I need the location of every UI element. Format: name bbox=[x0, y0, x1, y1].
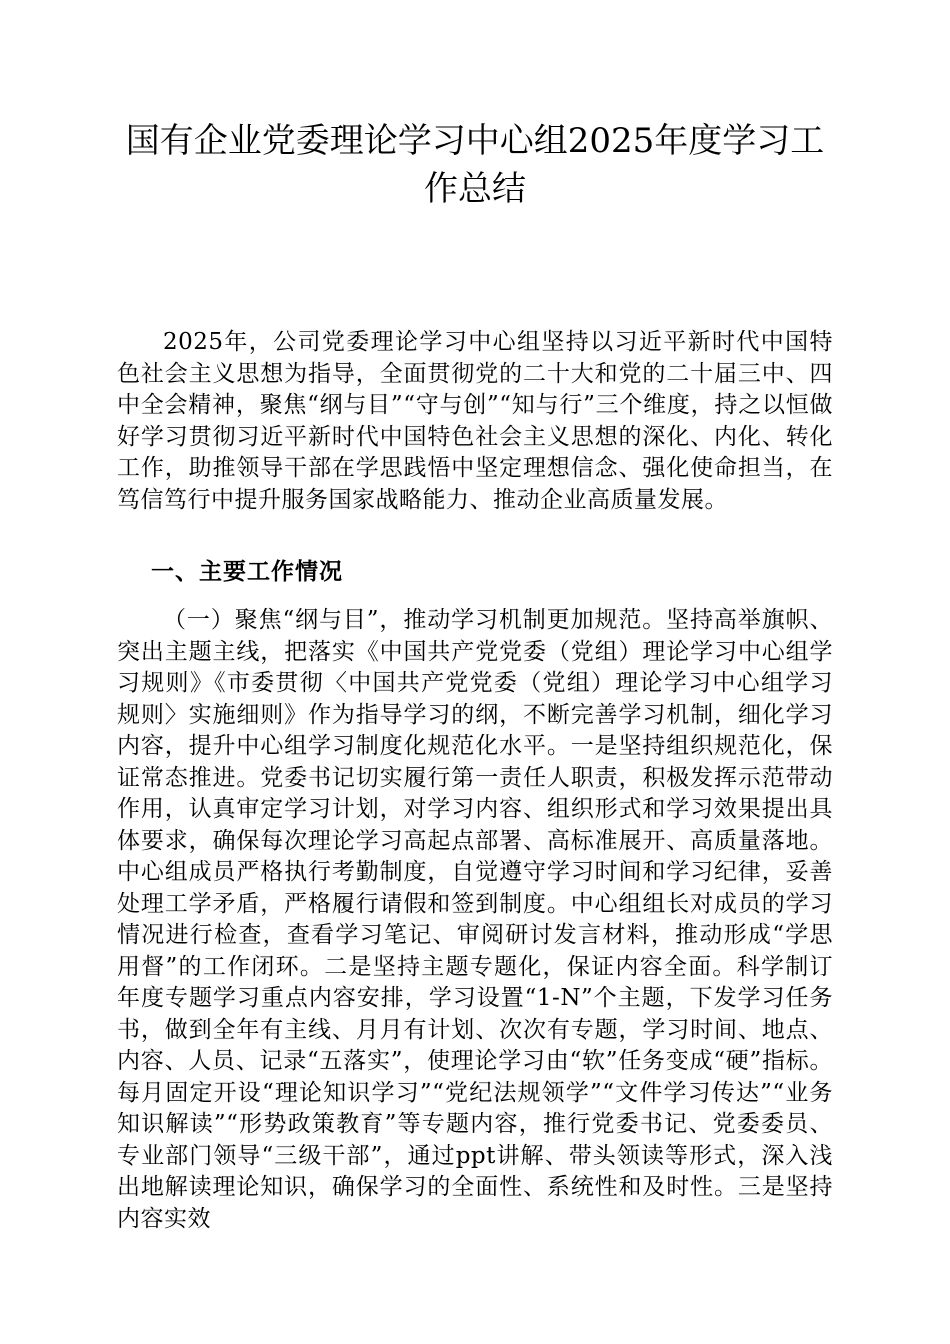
intro-paragraph: 2025年，公司党委理论学习中心组坚持以习近平新时代中国特色社会主义思想为指导，全面贯彻党的二十大和党的二十届三中、四中全会精神，聚焦“纲与目”“守与创”“知与行”三个维度，持之以恒做好学习贯彻习近平新时代中国特色社会主义思想的深化、内化、转化工作，助推领导干部在学思践悟中坚定理想信念、强化使命担当，在笃信笃行中提升服务国家战略能力、推动企业高质量发展。 bbox=[117, 329, 833, 513]
section-heading-main-work: 一、主要工作情况 bbox=[151, 559, 343, 585]
section-1-paragraph: （一）聚焦“纲与目”，推动学习机制更加规范。坚持高举旗帜、突出主题主线，把落实《中国共产党党委（党组）理论学习中心组学习规则》《市委贯彻〈中国共产党党委（党组）理论学习中心组学习规则〉实施细则》作为指导学习的纲，不断完善学习机制，细化学习内容，提升中心组学习制度化规范化水平。一是坚持组织规范化，保证常态推进。党委书记切实履行第一责任人职责，积极发挥示范带动作用，认真审定学习计划，对学习内容、组织形式和学习效果提出具体要求，确保每次理论学习高起点部署、高标准展开、高质量落地。中心组成员严格执行考勤制度，自觉遵守学习时间和学习纪律，妥善处理工学矛盾，严格履行请假和签到制度。中心组组长对成员的学习情况进行检查，查看学习笔记、审阅研讨发言材料，推动形成“学思用督”的工作闭环。二是坚持主题专题化，保证内容全面。科学制订年度专题学习重点内容安排，学习设置“1-N”个主题，下发学习任务书，做到全年有主线、月月有计划、次次有专题，学习时间、地点、内容、人员、记录“五落实”，使理论学习由“软”任务变成“硬”指标。每月固定开设“理论知识学习”“党纪法规领学”“文件学习传达”“业务知识解读”“形势政策教育”等专题内容，推行党委书记、党委委员、专业部门领导“三级干部”，通过ppt讲解、带头领读等形式，深入浅出地解读理论知识，确保学习的全面性、系统性和及时性。三是坚持内容实效 bbox=[117, 607, 833, 1232]
document-title: 国有企业党委理论学习中心组2025年度学习工作总结 bbox=[125, 121, 825, 209]
